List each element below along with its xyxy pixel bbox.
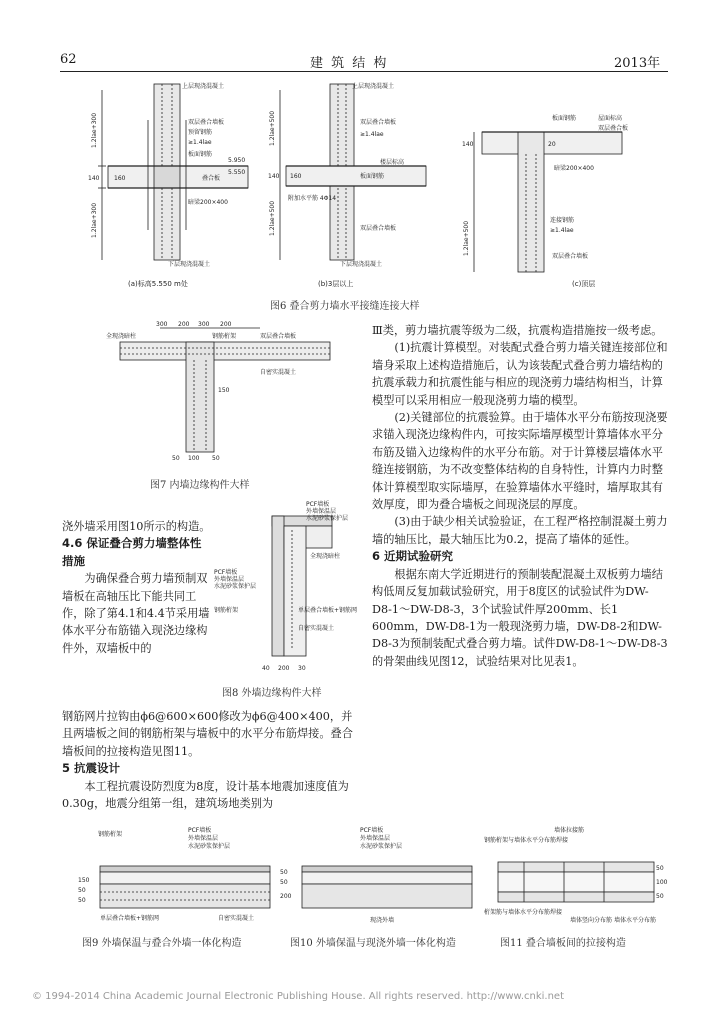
svg-text:自密实混凝土: 自密实混凝土: [218, 915, 255, 922]
svg-text:双层叠合墙板: 双层叠合墙板: [260, 333, 297, 340]
page-number: 62: [60, 52, 77, 67]
svg-text:50: 50: [78, 897, 86, 904]
svg-text:200: 200: [278, 665, 290, 672]
svg-text:全现浇暗柱: 全现浇暗柱: [106, 333, 137, 340]
header-rule: [60, 71, 668, 72]
svg-text:钢筋桁架: 钢筋桁架: [212, 333, 237, 340]
svg-text:100: 100: [188, 455, 200, 462]
svg-text:墙体竖向分布筋: 墙体竖向分布筋: [570, 917, 613, 924]
svg-text:钢筋桁架与墙体水平分布筋焊接: 钢筋桁架与墙体水平分布筋焊接: [484, 837, 569, 844]
svg-text:水泥砂浆保护层: 水泥砂浆保护层: [214, 583, 257, 590]
fig10-caption: 图10 外墙保温与现浇外墙一体化构造: [290, 938, 456, 949]
svg-text:板面钢筋: 板面钢筋: [188, 151, 213, 158]
svg-text:50: 50: [172, 455, 180, 462]
fig7-caption: 图7 内墙边缘构件大样: [150, 480, 250, 491]
svg-text:5.950: 5.950: [228, 157, 246, 164]
svg-text:板面钢筋: 板面钢筋: [360, 173, 385, 180]
svg-text:150: 150: [218, 387, 230, 394]
svg-text:(a)标高5.550 m处: (a)标高5.550 m处: [128, 280, 188, 288]
fig8-drawing: [214, 500, 358, 675]
fig6b-drawing: [268, 80, 448, 290]
fig11-drawing: [484, 826, 668, 926]
svg-text:墙体水平分布筋: 墙体水平分布筋: [614, 917, 657, 924]
svg-text:双层叠合墙板: 双层叠合墙板: [552, 253, 589, 260]
paragraph: (1)抗震计算模型。对装配式叠合剪力墙关键连接部位和墙身采取上述构造措施后，认为该装配式叠合剪力墙结构的抗震承载力和抗震性能与相应的现浇剪力墙结构相当，计算模型可以采用相应一般现浇剪力墙的模型。: [372, 341, 668, 407]
fig6a-drawing: [88, 80, 268, 290]
svg-text:双层叠合墙板: 双层叠合墙板: [188, 119, 225, 126]
svg-text:屋面标高: 屋面标高: [598, 115, 623, 122]
svg-text:墙体拉接筋: 墙体拉接筋: [554, 827, 585, 834]
svg-text:1.2lae+500: 1.2lae+500: [463, 220, 470, 256]
svg-text:160: 160: [290, 173, 302, 180]
svg-text:水泥砂浆保护层: 水泥砂浆保护层: [360, 843, 403, 850]
fig8-caption: 图8 外墙边缘构件大样: [222, 688, 322, 699]
svg-text:楼层标高: 楼层标高: [380, 159, 405, 166]
svg-text:现浇外墙: 现浇外墙: [370, 917, 395, 924]
svg-text:50: 50: [656, 865, 664, 872]
svg-text:水泥砂浆保护层: 水泥砂浆保护层: [188, 843, 231, 850]
right-column: [372, 322, 668, 670]
svg-text:50: 50: [280, 869, 288, 876]
fig9-drawing: [78, 826, 278, 926]
svg-text:300: 300: [156, 321, 168, 328]
svg-text:桁架筋与墙体水平分布筋焊接: 桁架筋与墙体水平分布筋焊接: [484, 909, 563, 916]
svg-text:50: 50: [212, 455, 220, 462]
paragraph: 钢筋网片拉钩由ϕ6@600×600修改为ϕ6@400×400，并且两墙板之间的钢筋桁架与墙板中的水平分布筋焊接。叠合墙板间的拉接构造见图11。: [62, 710, 353, 758]
svg-text:(c)顶层: (c)顶层: [572, 280, 596, 288]
svg-text:附加水平筋 4Φ14: 附加水平筋 4Φ14: [288, 195, 337, 202]
svg-text:外墙保温层: 外墙保温层: [306, 508, 337, 515]
paragraph: 根据东南大学近期进行的预制装配混凝土双板剪力墙结构低周反复加载试验研究，用于8度区的试验试件为DW-D8-1～DW-D8-3，3个试验试件厚200mm、长1 600mm，DW-D8-1为一般现浇剪力墙，DW-D8-2和DW-D8-3为预制装配式叠合剪力墙。试件DW-D8-1～DW-D8-3的骨架曲线见图12，试验结果对比见表1。: [372, 567, 668, 668]
svg-text:1.2lae+300: 1.2lae+300: [91, 202, 98, 238]
svg-text:5.550: 5.550: [228, 169, 246, 176]
svg-text:下层现浇混凝土: 下层现浇混凝土: [168, 261, 211, 268]
svg-text:300: 300: [198, 321, 210, 328]
svg-text:下层现浇混凝土: 下层现浇混凝土: [340, 261, 383, 268]
svg-text:PCF墙板: PCF墙板: [188, 827, 212, 834]
svg-text:200: 200: [178, 321, 190, 328]
svg-text:自密实混凝土: 自密实混凝土: [260, 369, 297, 376]
section-heading-6: 6 近期试验研究: [372, 549, 454, 564]
fig6c-drawing: [462, 80, 662, 290]
paragraph: 为确保叠合剪力墙预制双墙板在高轴压比下能共同工作，除了第4.1和4.4节采用墙体水平分布筋锚入现浇边缘构件外，双墙板中的: [62, 572, 210, 655]
svg-text:暗梁200×400: 暗梁200×400: [188, 199, 228, 206]
fig7-drawing: [100, 322, 340, 462]
copyright-footer: © 1994-2014 China Academic Journal Electronic Publishing House. All rights reserved. http://www.cnki.net: [32, 991, 564, 1002]
journal-title: 建 筑 结 构: [310, 56, 389, 71]
publication-year: 2013年: [614, 56, 661, 71]
svg-text:20: 20: [548, 141, 556, 148]
svg-text:预留钢筋: 预留钢筋: [188, 129, 213, 136]
svg-text:单层叠合墙板+钢筋网: 单层叠合墙板+钢筋网: [298, 607, 358, 614]
svg-text:140: 140: [88, 175, 100, 182]
svg-text:200: 200: [220, 321, 232, 328]
svg-text:≥1.4lae: ≥1.4lae: [188, 139, 212, 146]
svg-text:140: 140: [462, 141, 474, 148]
svg-text:40: 40: [262, 665, 270, 672]
svg-text:上层现浇混凝土: 上层现浇混凝土: [352, 83, 395, 90]
svg-text:单层叠合墙板+钢筋网: 单层叠合墙板+钢筋网: [100, 915, 160, 922]
svg-text:外墙保温层: 外墙保温层: [188, 835, 219, 842]
fig6-caption: 图6 叠合剪力墙水平接缝连接大样: [270, 301, 420, 312]
paragraph: Ⅲ类，剪力墙抗震等级为二级，抗震构造措施按一级考虑。: [372, 324, 663, 337]
paragraph: (2)关键部位的抗震验算。由于墙体水平分布筋按现浇要求锚入现浇边缘构件内，可按实际墙厚模型计算墙体水平分布筋及锚入边缘构件的水平分布筋。对于计算楼层墙体水平缝连接钢筋，为不改变整体结构的自身特性，计算内力时整体计算模型取实际墙厚，在验算墙体水平缝时，墙厚取其有效厚度，即为叠合墙板之间现浇层的厚度。: [372, 411, 668, 512]
left-column-top: [62, 518, 212, 657]
svg-text:双层叠合板: 双层叠合板: [598, 125, 629, 132]
svg-text:50: 50: [656, 893, 664, 900]
svg-text:外墙保温层: 外墙保温层: [360, 835, 391, 842]
fig10-drawing: [280, 826, 480, 926]
svg-text:PCF墙板: PCF墙板: [214, 569, 238, 576]
svg-text:外墙保温层: 外墙保温层: [214, 576, 245, 583]
svg-text:暗梁200×400: 暗梁200×400: [554, 165, 594, 172]
svg-text:200: 200: [280, 893, 292, 900]
svg-text:140: 140: [268, 173, 280, 180]
svg-text:150: 150: [78, 877, 90, 884]
svg-text:自密实混凝土: 自密实混凝土: [298, 625, 335, 632]
svg-text:100: 100: [656, 879, 668, 886]
left-column-bottom: [62, 708, 358, 812]
svg-text:50: 50: [280, 879, 288, 886]
svg-text:全现浇暗柱: 全现浇暗柱: [310, 553, 341, 560]
svg-text:水泥砂浆保护层: 水泥砂浆保护层: [306, 515, 349, 522]
svg-text:板面钢筋: 板面钢筋: [552, 115, 577, 122]
fig11-caption: 图11 叠合墙板间的拉接构造: [500, 938, 626, 949]
svg-text:双层叠合墙板: 双层叠合墙板: [360, 119, 397, 126]
svg-text:50: 50: [78, 887, 86, 894]
paragraph: 本工程抗震设防烈度为8度，设计基本地震加速度值为0.30g，地震分组第一组，建筑场地类别为: [62, 779, 349, 811]
paragraph: 浇外墙采用图10所示的构造。: [62, 520, 211, 533]
section-heading-5: 5 抗震设计: [62, 761, 121, 776]
paragraph: (3)由于缺少相关试验验证，在工程严格控制混凝土剪力墙的轴压比，最大轴压比为0.2，提高了墙体的延性。: [372, 515, 668, 546]
svg-text:1.2lae+500: 1.2lae+500: [269, 110, 276, 146]
svg-text:PCF墙板: PCF墙板: [360, 827, 384, 834]
svg-text:1.2lae+500: 1.2lae+500: [269, 200, 276, 236]
svg-text:连接钢筋: 连接钢筋: [550, 217, 575, 224]
svg-text:160: 160: [114, 175, 126, 182]
svg-text:1.2lae+300: 1.2lae+300: [91, 112, 98, 148]
svg-text:≥1.4lae: ≥1.4lae: [360, 131, 384, 138]
section-heading-4-6: 4.6 保证叠合剪力墙整体性措施: [62, 536, 202, 568]
svg-text:30: 30: [298, 665, 306, 672]
svg-text:≥1.4lae: ≥1.4lae: [550, 227, 574, 234]
svg-text:叠合板: 叠合板: [202, 175, 221, 182]
svg-text:双层叠合墙板: 双层叠合墙板: [360, 225, 397, 232]
svg-text:上层现浇混凝土: 上层现浇混凝土: [182, 83, 225, 90]
svg-text:钢筋桁架: 钢筋桁架: [214, 607, 239, 614]
svg-text:PCF墙板: PCF墙板: [306, 501, 330, 508]
fig9-caption: 图9 外墙保温与叠合外墙一体化构造: [82, 938, 242, 949]
svg-text:钢筋桁架: 钢筋桁架: [98, 831, 123, 838]
svg-text:(b)3层以上: (b)3层以上: [318, 280, 354, 288]
